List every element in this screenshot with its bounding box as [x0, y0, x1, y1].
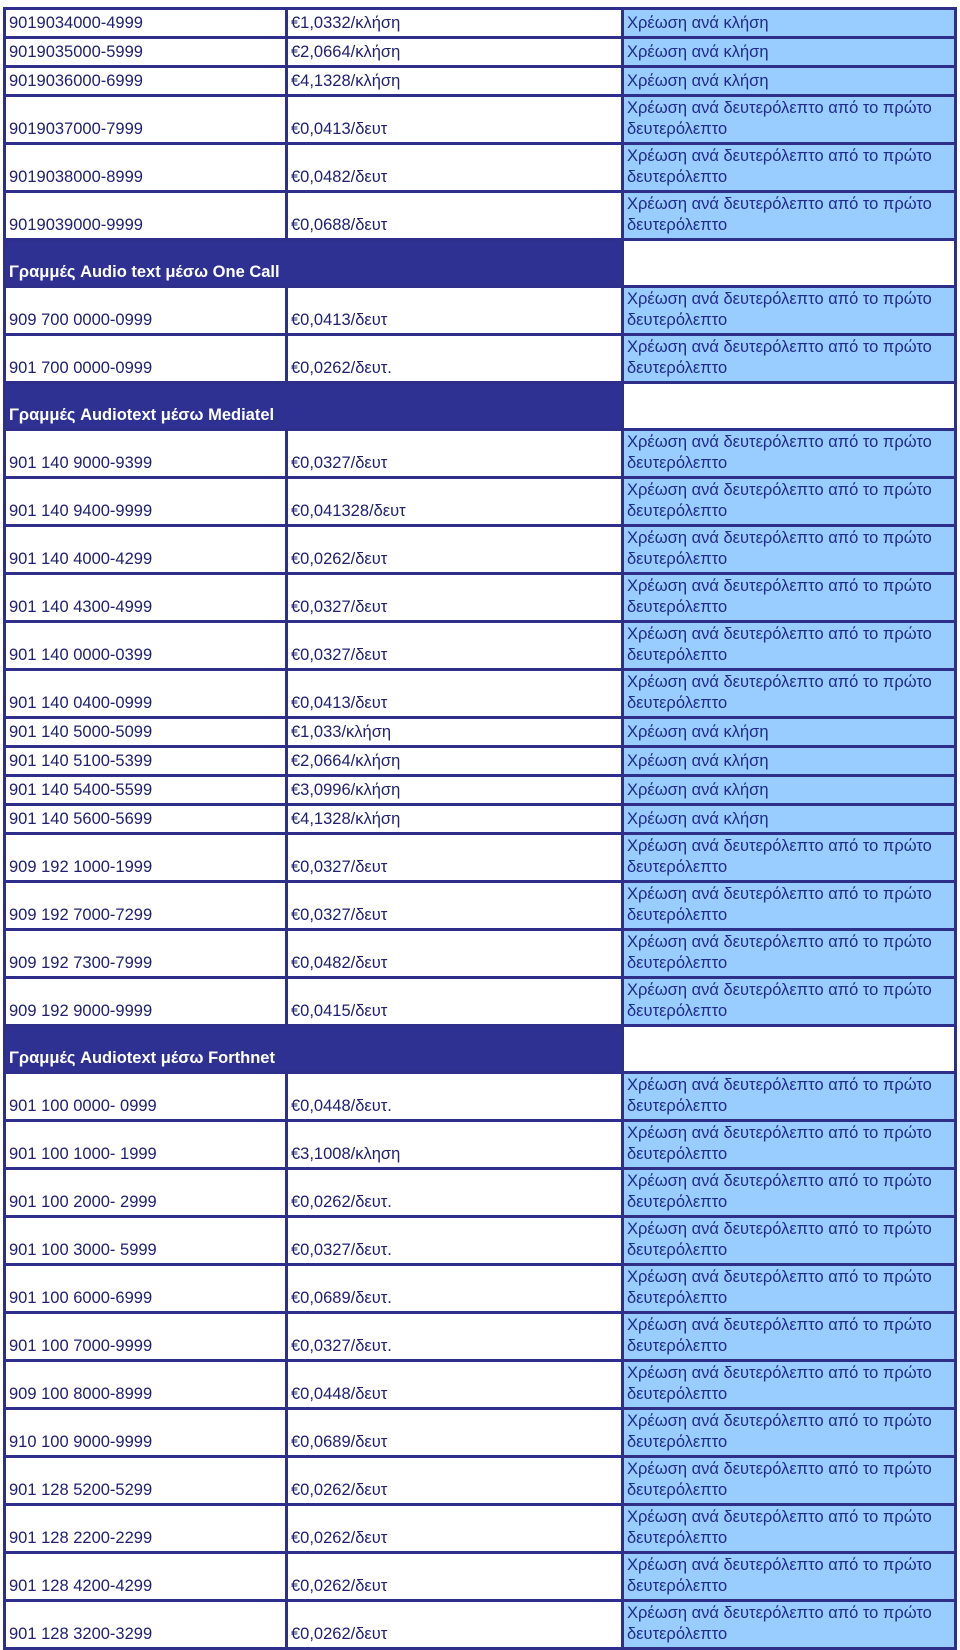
rate-table: [3, 7, 957, 1650]
table-row: [5, 1553, 956, 1601]
table-row: [5, 1601, 956, 1649]
charge-description-cell: Χρέωση ανά δευτερόλεπτο από το πρώτο δευτερόλεπτο: [623, 834, 956, 882]
charge-description-cell: Χρέωση ανά δευτερόλεπτο από το πρώτο δευτερόλεπτο: [623, 1505, 956, 1553]
table-row: [5, 805, 956, 834]
number-range-cell: 9019035000-5999: [5, 38, 287, 67]
table-row: [5, 1217, 956, 1265]
charge-description-cell: Χρέωση ανά δευτερόλεπτο από το πρώτο δευτερόλεπτο: [623, 622, 956, 670]
table-row: [5, 335, 956, 383]
charge-description-cell: Χρέωση ανά κλήση: [623, 38, 956, 67]
table-row: [5, 622, 956, 670]
price-cell: €0,0262/δευτ: [287, 1553, 623, 1601]
charge-description-cell: Χρέωση ανά δευτερόλεπτο από το πρώτο δευτερόλεπτο: [623, 526, 956, 574]
number-range-cell: 901 100 0000- 0999: [5, 1073, 287, 1121]
number-range-cell: 909 700 0000-0999: [5, 287, 287, 335]
price-cell: €0,0262/δευτ.: [287, 1169, 623, 1217]
charge-description-cell: Χρέωση ανά δευτερόλεπτο από το πρώτο δευτερόλεπτο: [623, 1265, 956, 1313]
charge-description-cell: Χρέωση ανά δευτερόλεπτο από το πρώτο δευτερόλεπτο: [623, 430, 956, 478]
number-range-cell: 901 140 0400-0999: [5, 670, 287, 718]
number-range-cell: 901 140 9000-9399: [5, 430, 287, 478]
number-range-cell: 901 700 0000-0999: [5, 335, 287, 383]
price-cell: €0,0327/δευτ.: [287, 1217, 623, 1265]
table-row: [5, 67, 956, 96]
table-row: [5, 478, 956, 526]
price-cell: €0,0327/δευτ: [287, 574, 623, 622]
price-cell: €1,033/κλήση: [287, 718, 623, 747]
charge-description-cell: Χρέωση ανά δευτερόλεπτο από το πρώτο δευτερόλεπτο: [623, 1361, 956, 1409]
price-cell: €2,0664/κλήση: [287, 38, 623, 67]
charge-description-cell: Χρέωση ανά δευτερόλεπτο από το πρώτο δευτερόλεπτο: [623, 192, 956, 240]
charge-description-cell: Χρέωση ανά δευτερόλεπτο από το πρώτο δευτερόλεπτο: [623, 1121, 956, 1169]
price-cell: €0,0262/δευτ.: [287, 335, 623, 383]
charge-description-cell: Χρέωση ανά δευτερόλεπτο από το πρώτο δευτερόλεπτο: [623, 96, 956, 144]
charge-description-cell: Χρέωση ανά δευτερόλεπτο από το πρώτο δευτερόλεπτο: [623, 335, 956, 383]
price-cell: €0,0482/δευτ: [287, 930, 623, 978]
price-cell: €3,1008/κληση: [287, 1121, 623, 1169]
section-header-row: [5, 383, 956, 430]
price-cell: €0,0262/δευτ: [287, 526, 623, 574]
charge-description-cell: Χρέωση ανά δευτερόλεπτο από το πρώτο δευτερόλεπτο: [623, 1409, 956, 1457]
number-range-cell: 9019034000-4999: [5, 9, 287, 38]
number-range-cell: 901 140 4300-4999: [5, 574, 287, 622]
charge-description-cell: Χρέωση ανά δευτερόλεπτο από το πρώτο δευτερόλεπτο: [623, 1169, 956, 1217]
price-cell: €0,0413/δευτ: [287, 96, 623, 144]
number-range-cell: 909 192 1000-1999: [5, 834, 287, 882]
price-cell: €0,0413/δευτ: [287, 287, 623, 335]
price-cell: €0,0327/δευτ: [287, 430, 623, 478]
section-title: Γραμμές Audiotext μέσω Forthnet: [5, 1026, 623, 1073]
price-cell: €0,0482/δευτ: [287, 144, 623, 192]
number-range-cell: 909 192 7000-7299: [5, 882, 287, 930]
number-range-cell: 901 100 3000- 5999: [5, 1217, 287, 1265]
table-row: [5, 1313, 956, 1361]
table-row: [5, 287, 956, 335]
number-range-cell: 901 100 6000-6999: [5, 1265, 287, 1313]
number-range-cell: 901 100 2000- 2999: [5, 1169, 287, 1217]
number-range-cell: 901 140 5100-5399: [5, 747, 287, 776]
number-range-cell: 901 140 5000-5099: [5, 718, 287, 747]
table-row: [5, 882, 956, 930]
price-cell: €2,0664/κλήση: [287, 747, 623, 776]
charge-description-cell: Χρέωση ανά δευτερόλεπτο από το πρώτο δευτερόλεπτο: [623, 930, 956, 978]
price-cell: €0,0262/δευτ: [287, 1505, 623, 1553]
section-blank-cell: [623, 383, 956, 430]
price-cell: €3,0996/κλήση: [287, 776, 623, 805]
price-cell: €4,1328/κλήση: [287, 805, 623, 834]
section-title: Γραμμές Audiotext μέσω Mediatel: [5, 383, 623, 430]
section-blank-cell: [623, 1026, 956, 1073]
table-row: [5, 1073, 956, 1121]
charge-description-cell: Χρέωση ανά κλήση: [623, 776, 956, 805]
number-range-cell: 901 140 4000-4299: [5, 526, 287, 574]
price-cell: €0,0262/δευτ: [287, 1457, 623, 1505]
table-row: [5, 9, 956, 38]
section-title: Γραμμές Audio text μέσω One Call: [5, 240, 623, 287]
price-cell: €0,0415/δευτ: [287, 978, 623, 1026]
number-range-cell: 9019036000-6999: [5, 67, 287, 96]
number-range-cell: 901 140 5400-5599: [5, 776, 287, 805]
table-row: [5, 96, 956, 144]
table-row: [5, 978, 956, 1026]
price-cell: €0,041328/δευτ: [287, 478, 623, 526]
number-range-cell: 901 140 0000-0399: [5, 622, 287, 670]
table-row: [5, 1169, 956, 1217]
charge-description-cell: Χρέωση ανά δευτερόλεπτο από το πρώτο δευτερόλεπτο: [623, 1553, 956, 1601]
table-row: [5, 776, 956, 805]
price-cell: €4,1328/κλήση: [287, 67, 623, 96]
table-row: [5, 1505, 956, 1553]
number-range-cell: 901 128 3200-3299: [5, 1601, 287, 1649]
number-range-cell: 901 140 9400-9999: [5, 478, 287, 526]
price-cell: €0,0262/δευτ: [287, 1601, 623, 1649]
charge-description-cell: Χρέωση ανά δευτερόλεπτο από το πρώτο δευτερόλεπτο: [623, 1457, 956, 1505]
table-row: [5, 1361, 956, 1409]
price-cell: €0,0327/δευτ.: [287, 1313, 623, 1361]
charge-description-cell: Χρέωση ανά δευτερόλεπτο από το πρώτο δευτερόλεπτο: [623, 882, 956, 930]
price-cell: €0,0448/δευτ.: [287, 1073, 623, 1121]
section-blank-cell: [623, 240, 956, 287]
number-range-cell: 909 192 9000-9999: [5, 978, 287, 1026]
price-cell: €0,0327/δευτ: [287, 622, 623, 670]
price-cell: €1,0332/κλήση: [287, 9, 623, 38]
table-row: [5, 1265, 956, 1313]
table-row: [5, 192, 956, 240]
table-row: [5, 574, 956, 622]
table-row: [5, 930, 956, 978]
charge-description-cell: Χρέωση ανά δευτερόλεπτο από το πρώτο δευτερόλεπτο: [623, 574, 956, 622]
charge-description-cell: Χρέωση ανά δευτερόλεπτο από το πρώτο δευτερόλεπτο: [623, 978, 956, 1026]
charge-description-cell: Χρέωση ανά δευτερόλεπτο από το πρώτο δευτερόλεπτο: [623, 1313, 956, 1361]
charge-description-cell: Χρέωση ανά δευτερόλεπτο από το πρώτο δευτερόλεπτο: [623, 1217, 956, 1265]
number-range-cell: 901 100 1000- 1999: [5, 1121, 287, 1169]
number-range-cell: 910 100 9000-9999: [5, 1409, 287, 1457]
price-cell: €0,0688/δευτ: [287, 192, 623, 240]
table-row: [5, 718, 956, 747]
charge-description-cell: Χρέωση ανά δευτερόλεπτο από το πρώτο δευτερόλεπτο: [623, 287, 956, 335]
price-cell: €0,0327/δευτ: [287, 882, 623, 930]
number-range-cell: 9019038000-8999: [5, 144, 287, 192]
table-row: [5, 1121, 956, 1169]
number-range-cell: 901 100 7000-9999: [5, 1313, 287, 1361]
number-range-cell: 9019039000-9999: [5, 192, 287, 240]
number-range-cell: 901 140 5600-5699: [5, 805, 287, 834]
charge-description-cell: Χρέωση ανά κλήση: [623, 718, 956, 747]
section-header-row: [5, 1026, 956, 1073]
number-range-cell: 901 128 4200-4299: [5, 1553, 287, 1601]
number-range-cell: 909 100 8000-8999: [5, 1361, 287, 1409]
price-cell: €0,0689/δευτ: [287, 1409, 623, 1457]
section-header-row: [5, 240, 956, 287]
number-range-cell: 901 128 2200-2299: [5, 1505, 287, 1553]
number-range-cell: 909 192 7300-7999: [5, 930, 287, 978]
charge-description-cell: Χρέωση ανά κλήση: [623, 67, 956, 96]
charge-description-cell: Χρέωση ανά κλήση: [623, 9, 956, 38]
charge-description-cell: Χρέωση ανά δευτερόλεπτο από το πρώτο δευτερόλεπτο: [623, 144, 956, 192]
table-row: [5, 834, 956, 882]
number-range-cell: 901 128 5200-5299: [5, 1457, 287, 1505]
charge-description-cell: Χρέωση ανά δευτερόλεπτο από το πρώτο δευτερόλεπτο: [623, 1073, 956, 1121]
table-row: [5, 1457, 956, 1505]
rate-table-body: [5, 9, 956, 1649]
table-row: [5, 38, 956, 67]
price-cell: €0,0413/δευτ: [287, 670, 623, 718]
price-cell: €0,0448/δευτ: [287, 1361, 623, 1409]
table-row: [5, 1409, 956, 1457]
charge-description-cell: Χρέωση ανά δευτερόλεπτο από το πρώτο δευτερόλεπτο: [623, 670, 956, 718]
table-row: [5, 526, 956, 574]
table-row: [5, 430, 956, 478]
price-cell: €0,0689/δευτ.: [287, 1265, 623, 1313]
table-row: [5, 670, 956, 718]
table-row: [5, 747, 956, 776]
charge-description-cell: Χρέωση ανά κλήση: [623, 747, 956, 776]
price-cell: €0,0327/δευτ: [287, 834, 623, 882]
charge-description-cell: Χρέωση ανά κλήση: [623, 805, 956, 834]
charge-description-cell: Χρέωση ανά δευτερόλεπτο από το πρώτο δευτερόλεπτο: [623, 1601, 956, 1649]
table-row: [5, 144, 956, 192]
number-range-cell: 9019037000-7999: [5, 96, 287, 144]
charge-description-cell: Χρέωση ανά δευτερόλεπτο από το πρώτο δευτερόλεπτο: [623, 478, 956, 526]
